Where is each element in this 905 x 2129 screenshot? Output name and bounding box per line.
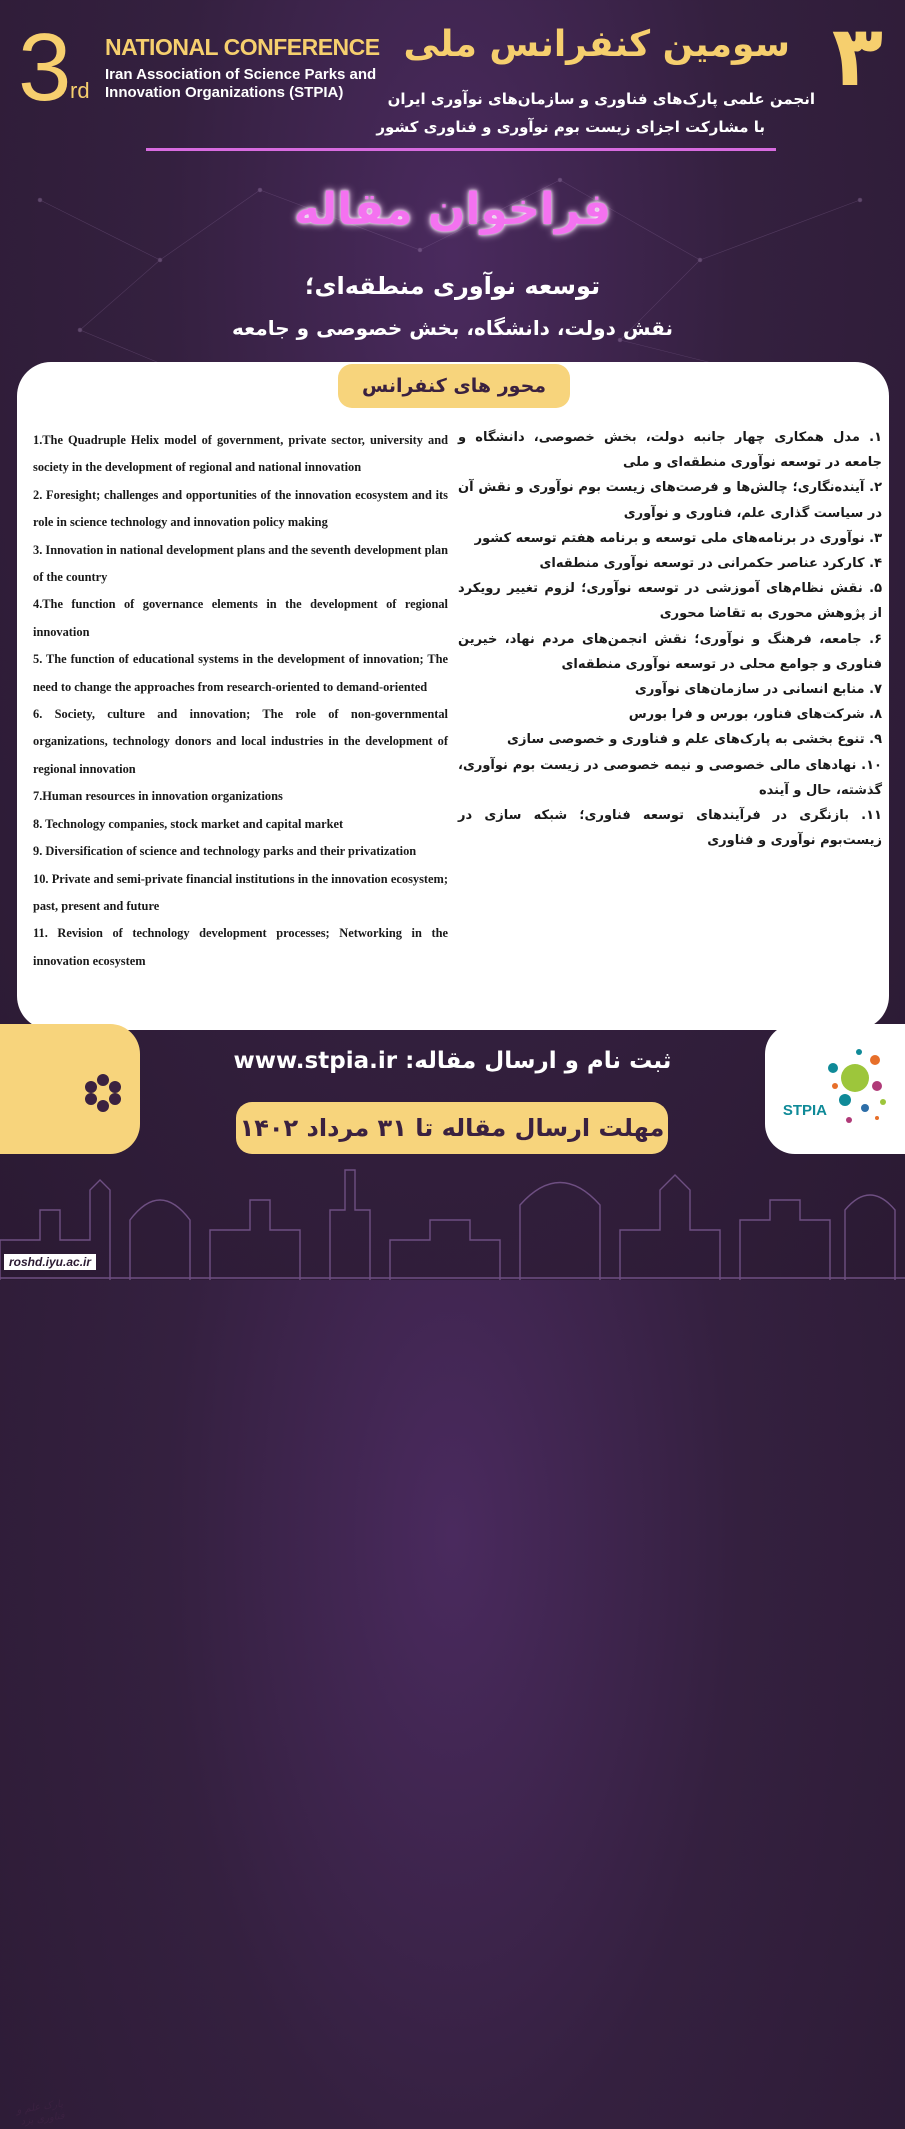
list-item: 2. Foresight; challenges and opportunities of the innovation ecosystem and its role in science technology and innovation policy making	[33, 487, 448, 530]
list-item: ۸. شرکت‌های فناور، بورس و فرا بورس	[628, 707, 882, 723]
english-axes-list	[33, 427, 448, 975]
list-item: 9. Diversification of science and technology parks and their privatization	[33, 844, 417, 859]
list-item: ۵. نقش نظام‌های آموزشی در توسعه نوآوری؛ لزوم تغییر رویکرد از پژوهش محوری به تقاضا محوری	[458, 581, 882, 622]
flower-icon	[78, 1068, 128, 1118]
fa-partner: با مشارکت اجزای زیست بوم نوآوری و فناوری کشور	[376, 118, 765, 136]
persian-axes-list	[458, 425, 882, 853]
list-item: ۱۱. بازنگری در فرآیندهای توسعه فناوری؛ شبکه سازی در زیست‌بوم نوآوری و فناوری	[458, 808, 882, 849]
list-item: 11. Revision of technology development processes; Networking in the innovation ecosystem	[33, 926, 448, 968]
edition-number: 3	[18, 14, 72, 121]
edition-suffix: rd	[70, 78, 90, 103]
en-conference-title: NATIONAL CONFERENCE	[105, 34, 380, 60]
list-item: ۹. تنوع بخشی به پارک‌های علم و فناوری و خصوصی سازی	[507, 732, 882, 748]
list-item: ۶. جامعه، فرهنگ و نوآوری؛ نقش انجمن‌های مردم نهاد، خیرین فناوری و جوامع محلی در توسعه نوآوری منطقه‌ای	[458, 631, 882, 672]
yazd-park-logo-text: پارک علم و فناوری یزد	[15, 2098, 66, 2128]
header-divider	[146, 148, 776, 151]
city-skyline-illustration	[0, 1150, 905, 1280]
stpia-logo	[765, 1024, 905, 1154]
list-item: ۲. آینده‌نگاری؛ چالش‌ها و فرصت‌های زیست بوم نوآوری و نقش آن در سیاست گذاری علم، فناوری و نوآوری	[458, 480, 882, 521]
list-item: ۳. نوآوری در برنامه‌های ملی توسعه و برنامه هفتم توسعه کشور	[474, 530, 882, 546]
theme-line-2: نقش دولت، دانشگاه، بخش خصوصی و جامعه	[231, 316, 674, 340]
stpia-label: STPIA	[782, 1102, 827, 1119]
theme-line-1: توسعه نوآوری منطقه‌ای؛	[304, 272, 601, 300]
fa-conference-title: سومین کنفرانس ملی	[403, 24, 790, 65]
fa-organizer: انجمن علمی پارک‌های فناوری و سازمان‌های نوآوری ایران	[387, 90, 815, 108]
list-item: ۱. مدل همکاری چهار جانبه دولت، بخش خصوصی، دانشگاه و جامعه در توسعه نوآوری منطقه‌ای و ملی	[458, 430, 882, 471]
list-item: 3. Innovation in national development plans and the seventh development plan of the country	[33, 542, 448, 585]
list-item: 4.The function of governance elements in the development of regional innovation	[33, 597, 448, 639]
source-url: roshd.iyu.ac.ir	[4, 1254, 96, 1270]
list-item: ۷. منابع انسانی در سازمان‌های نوآوری	[634, 682, 882, 698]
en-organizer: Iran Association of Science Parks and Innovation Organizations (STPIA)	[105, 66, 377, 101]
list-item: 7.Human resources in innovation organizations	[33, 789, 283, 804]
list-item: 1.The Quadruple Helix model of government, private sector, university and society in the development of regional and national innovation	[33, 433, 448, 475]
registration-text: ثبت نام و ارسال مقاله: www.stpia.ir	[233, 1048, 672, 1074]
fa-edition-number: ۳	[831, 7, 883, 105]
list-item: ۱۰. نهادهای مالی خصوصی و نیمه خصوصی در زیست بوم نوآوری، گذشته، حال و آینده	[458, 757, 882, 798]
list-item: 6. Society, culture and innovation; The role of non-governmental organizations, technology donors and local industries in the development of regional innovation	[33, 707, 448, 776]
list-item: 5. The function of educational systems in the development of innovation; The need to change the approaches from research-oriented to demand-oriented	[33, 652, 448, 694]
deadline-banner: مهلت ارسال مقاله تا ۳۱ مرداد ۱۴۰۲	[236, 1102, 668, 1154]
list-item: 8. Technology companies, stock market and capital market	[33, 816, 344, 831]
list-item: 10. Private and semi-private financial institutions in the innovation ecosystem; past, present and future	[33, 871, 448, 913]
axes-heading: محور های کنفرانس	[338, 364, 570, 408]
call-for-papers-title: فراخوان مقاله	[293, 184, 612, 235]
list-item: ۴. کارکرد عناصر حکمرانی در توسعه نوآوری منطقه‌ای	[539, 556, 882, 572]
